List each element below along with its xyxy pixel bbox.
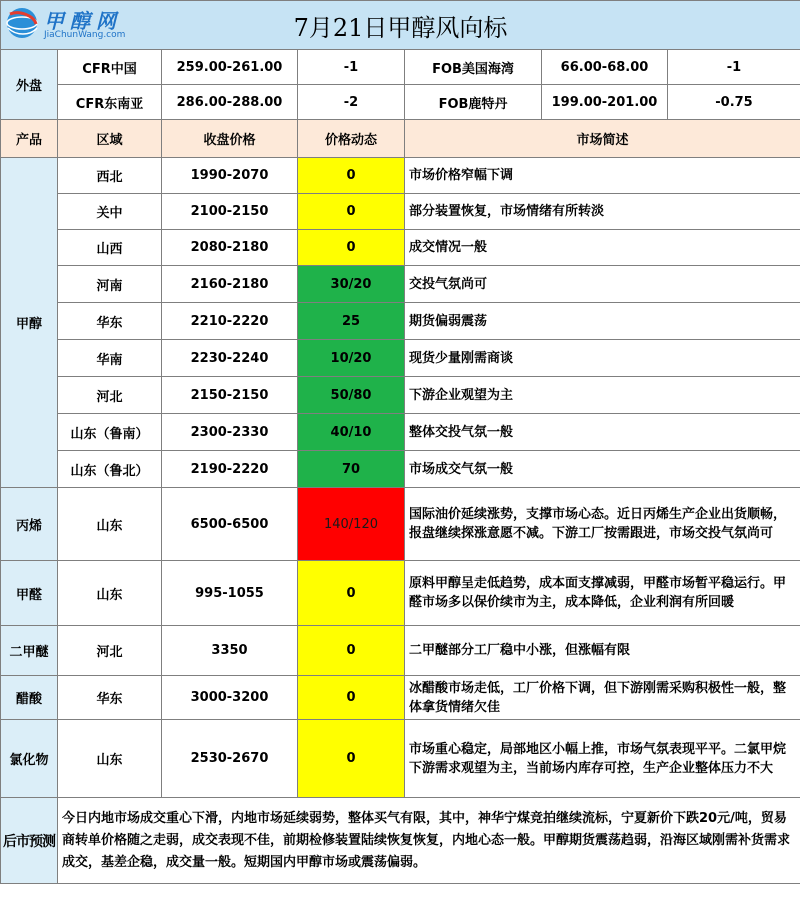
table-row — [1, 414, 800, 451]
price-cell: 1990-2070 — [162, 158, 298, 194]
price-cell: 2160-2180 — [162, 266, 298, 303]
change-cell: 0 — [298, 626, 405, 676]
table-row — [1, 266, 800, 303]
site-logo[interactable] — [4, 4, 126, 44]
price-cell: 3350 — [162, 626, 298, 676]
ext-price-a: 259.00-261.00 — [162, 50, 298, 85]
summary-cell: 整体交投气氛一般 — [405, 414, 800, 451]
logo-name: 甲醇网 — [44, 9, 122, 33]
table-row — [1, 676, 800, 720]
ext-price-b: 199.00-201.00 — [542, 85, 668, 120]
ext-price-b: 66.00-68.00 — [542, 50, 668, 85]
table-row — [1, 377, 800, 414]
region-cell: 河北 — [58, 377, 162, 414]
region-cell: 华南 — [58, 340, 162, 377]
header-change: 价格动态 — [298, 120, 405, 158]
globe-logo-icon — [4, 6, 40, 40]
header-price: 收盘价格 — [162, 120, 298, 158]
table-row — [1, 303, 800, 340]
change-cell: 70 — [298, 451, 405, 488]
summary-cell: 原料甲醇呈走低趋势，成本面支撑减弱，甲醛市场暂平稳运行。甲醛市场多以保价续市为主，成本降低，企业利润有所回暖 — [405, 561, 800, 626]
region-cell: 华东 — [58, 676, 162, 720]
ext-region-a: CFR中国 — [58, 50, 162, 85]
header-region: 区域 — [58, 120, 162, 158]
region-cell: 西北 — [58, 158, 162, 194]
price-cell: 2230-2240 — [162, 340, 298, 377]
product-cell: 丙烯 — [1, 488, 58, 561]
ext-region-b: FOB鹿特丹 — [405, 85, 542, 120]
table-row — [1, 488, 800, 561]
region-cell: 山东 — [58, 720, 162, 798]
logo-url: JiaChunWang.com — [44, 30, 126, 40]
summary-cell: 成交情况一般 — [405, 230, 800, 266]
summary-cell: 市场重心稳定，局部地区小幅上推，市场气氛表现平平。二氯甲烷下游需求观望为主，当前场内库存可控，生产企业整体压力不大 — [405, 720, 800, 798]
change-cell: 30/20 — [298, 266, 405, 303]
ext-change-b: -0.75 — [668, 85, 800, 120]
price-cell: 2530-2670 — [162, 720, 298, 798]
summary-cell: 市场成交气氛一般 — [405, 451, 800, 488]
product-cell: 醋酸 — [1, 676, 58, 720]
summary-cell: 现货少量刚需商谈 — [405, 340, 800, 377]
forecast-label: 后市预测 — [1, 798, 58, 884]
product-cell: 甲醛 — [1, 561, 58, 626]
region-cell: 山东 — [58, 488, 162, 561]
price-cell: 2150-2150 — [162, 377, 298, 414]
ext-region-b: FOB美国海湾 — [405, 50, 542, 85]
table-row — [1, 194, 800, 230]
page-title: 7月21日甲醇风向标 — [293, 13, 508, 42]
table-row — [1, 561, 800, 626]
header-row — [1, 120, 800, 158]
ext-change-a: -1 — [298, 50, 405, 85]
summary-cell: 交投气氛尚可 — [405, 266, 800, 303]
forecast-row — [1, 798, 800, 884]
price-cell: 2100-2150 — [162, 194, 298, 230]
change-cell: 10/20 — [298, 340, 405, 377]
region-cell: 山东 — [58, 561, 162, 626]
table-row — [1, 626, 800, 676]
price-cell: 2190-2220 — [162, 451, 298, 488]
table-row — [1, 158, 800, 194]
table-row — [1, 340, 800, 377]
summary-cell: 二甲醚部分工厂稳中小涨，但涨幅有限 — [405, 626, 800, 676]
region-cell: 山东（鲁南） — [58, 414, 162, 451]
region-cell: 河南 — [58, 266, 162, 303]
price-cell: 2300-2330 — [162, 414, 298, 451]
summary-cell: 部分装置恢复，市场情绪有所转淡 — [405, 194, 800, 230]
change-cell: 0 — [298, 561, 405, 626]
summary-cell: 期货偏弱震荡 — [405, 303, 800, 340]
region-cell: 华东 — [58, 303, 162, 340]
summary-cell: 市场价格窄幅下调 — [405, 158, 800, 194]
product-cell: 氯化物 — [1, 720, 58, 798]
change-cell: 0 — [298, 194, 405, 230]
change-cell: 25 — [298, 303, 405, 340]
ext-region-a: CFR东南亚 — [58, 85, 162, 120]
summary-cell: 国际油价延续涨势，支撑市场心态。近日丙烯生产企业出货顺畅，报盘继续探涨意愿不减。下游工厂按需跟进，市场交投气氛尚可 — [405, 488, 800, 561]
product-cell: 甲醇 — [1, 158, 58, 488]
change-cell: 0 — [298, 158, 405, 194]
region-cell: 山东（鲁北） — [58, 451, 162, 488]
table-row — [1, 720, 800, 798]
price-cell: 2210-2220 — [162, 303, 298, 340]
summary-cell: 冰醋酸市场走低，工厂价格下调，但下游刚需采购积极性一般，整体拿货情绪欠佳 — [405, 676, 800, 720]
change-cell: 40/10 — [298, 414, 405, 451]
ext-price-a: 286.00-288.00 — [162, 85, 298, 120]
external-label: 外盘 — [1, 50, 58, 120]
header-product: 产品 — [1, 120, 58, 158]
change-cell: 50/80 — [298, 377, 405, 414]
region-cell: 山西 — [58, 230, 162, 266]
table-row — [1, 451, 800, 488]
price-cell: 6500-6500 — [162, 488, 298, 561]
change-cell: 0 — [298, 676, 405, 720]
price-cell: 3000-3200 — [162, 676, 298, 720]
forecast-text: 今日内地市场成交重心下滑，内地市场延续弱势，整体买气有限，其中，神华宁煤竞拍继续流标，宁夏新价下跌20元/吨，贸易商转单价格随之走弱，成交表现不佳，前期检修装置陆续恢复恢复，内地心态一般。甲醇期货震荡趋弱，沿海区域刚需补货需求成交，基差企稳，成交量一般。短期国内甲醇市场或震荡偏弱。 — [58, 798, 800, 884]
change-cell: 0 — [298, 720, 405, 798]
product-cell: 二甲醚 — [1, 626, 58, 676]
region-cell: 河北 — [58, 626, 162, 676]
region-cell: 关中 — [58, 194, 162, 230]
ext-change-a: -2 — [298, 85, 405, 120]
table-row — [1, 230, 800, 266]
change-cell: 0 — [298, 230, 405, 266]
price-cell: 995-1055 — [162, 561, 298, 626]
summary-cell: 下游企业观望为主 — [405, 377, 800, 414]
change-cell: 140/120 — [298, 488, 405, 561]
header-summary: 市场简述 — [405, 120, 800, 158]
price-cell: 2080-2180 — [162, 230, 298, 266]
ext-change-b: -1 — [668, 50, 800, 85]
